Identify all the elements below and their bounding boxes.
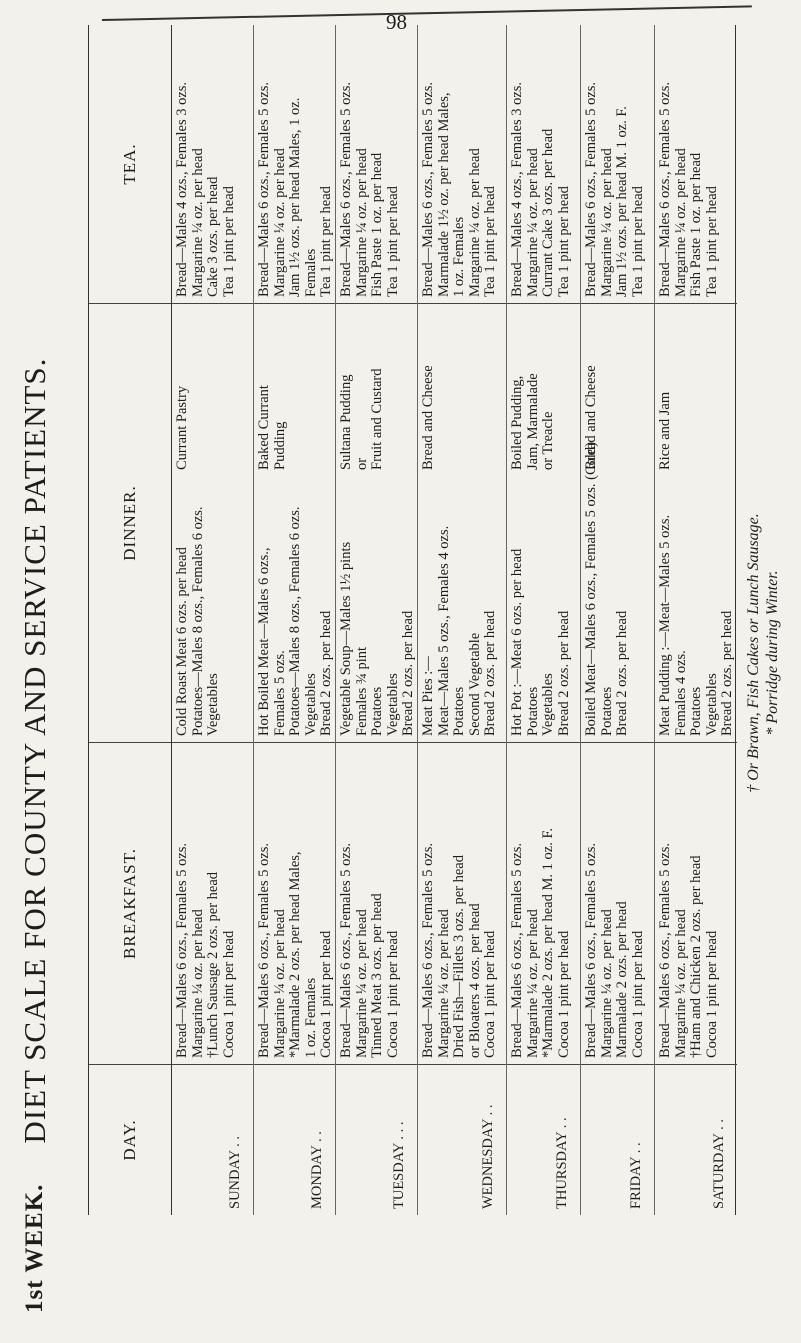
dinner-cell (655, 304, 737, 743)
breakfast-line: Cocoa 1 pint per head (703, 930, 720, 1058)
breakfast-line: Margarine ¼ oz. per head (271, 909, 288, 1058)
breakfast-line: Marmalade 2 ozs. per head (614, 901, 630, 1058)
dinner-sweet (658, 310, 674, 470)
tea-line: Bread—Males 6 ozs., Females 5 ozs. (657, 81, 673, 297)
tea-line: Marmalade 1½ oz. per head Males, (435, 92, 452, 297)
dinner-main (257, 476, 335, 736)
tea-line: Bread—Males 6 ozs., Females 5 ozs. (583, 81, 599, 297)
breakfast-line: Bread—Males 6 ozs., Females 5 ozs. (509, 842, 525, 1058)
dinner-sweet-line: Pudding (271, 421, 288, 470)
dinner-sweet-line: Fruit and Custard (369, 368, 385, 470)
breakfast-line: Bread—Males 6 ozs., Females 5 ozs. (657, 842, 673, 1058)
breakfast-line: Cocoa 1 pint per head (555, 930, 572, 1058)
footnotes (744, 53, 782, 1253)
breakfast-line: 1 oz. Females (302, 977, 319, 1058)
dinner-main (583, 442, 631, 736)
dinner-main-line: Vegetables (703, 673, 720, 736)
dinner-cell (418, 304, 506, 743)
tea-line: Jam 1½ ozs. per head Males, 1 oz. (287, 97, 303, 297)
day-name: THURSDAY . . (554, 1117, 570, 1209)
day-cell (655, 1065, 737, 1215)
day-name: MONDAY . . (309, 1131, 325, 1209)
dinner-sweet (421, 310, 437, 470)
tea-line: Bread—Males 6 ozs., Females 5 ozs. (256, 81, 272, 297)
dinner-sweet-line: Bread and Cheese (420, 365, 436, 470)
dinner-main-line: Females 4 ozs. (672, 650, 689, 736)
tea-line: Tea 1 pint per head (703, 186, 720, 297)
dinner-main-line: Bread 2 ozs. per head (555, 610, 572, 736)
day-cell (172, 1065, 253, 1215)
day-cell (254, 1065, 335, 1215)
tea-line: Fish Paste 1 oz. per head (688, 152, 704, 297)
dinner-sweet-line: Currant Pastry (174, 385, 190, 470)
day-name: SUNDAY . . (227, 1135, 243, 1209)
dinner-cell (336, 304, 417, 743)
breakfast-line: Bread—Males 6 ozs., Females 5 ozs. (256, 842, 272, 1058)
dinner-main (421, 476, 499, 736)
table-row (507, 25, 581, 1215)
breakfast-cell (655, 743, 737, 1065)
week-label: 1st WEEK. (21, 1183, 48, 1313)
tea-line: Margarine ¼ oz. per head (466, 148, 483, 297)
breakfast-line: or Bloaters 4 ozs. per head (466, 903, 483, 1058)
dinner-main (339, 476, 417, 736)
breakfast-line: Cocoa 1 pint per head (629, 930, 646, 1058)
breakfast-line: Cocoa 1 pint per head (482, 930, 498, 1058)
dinner-main-line: Potatoes (598, 686, 615, 736)
dinner-main-line: Females 5 ozs. (271, 650, 288, 736)
dinner-main-line: Bread 2 ozs. per head (614, 610, 630, 736)
dinner-sweet (510, 310, 557, 470)
page-number: 98 (386, 10, 407, 34)
day-name: FRIDAY . . (628, 1142, 644, 1209)
dinner-main-line: Bread 2 ozs. per head (400, 610, 416, 736)
breakfast-cell (507, 743, 580, 1065)
day-cell (336, 1065, 417, 1215)
dinner-main-line: Vegetables (205, 673, 221, 736)
day-name: TUESDAY . . . (391, 1121, 407, 1209)
dinner-cell (172, 304, 253, 743)
dinner-main-line: Meat—Males 5 ozs., Females 4 ozs. (435, 525, 452, 736)
dinner-cell (254, 304, 335, 743)
tea-cell (172, 25, 253, 304)
tea-line: Tea 1 pint per head (482, 186, 498, 297)
table-row (336, 25, 418, 1215)
tea-line: Bread—Males 4 ozs., Females 3 ozs. (174, 81, 190, 297)
tea-line: Currant Cake 3 ozs. per head (540, 128, 556, 297)
tea-line: Jam 1½ ozs. per head M. 1 oz. F. (614, 106, 630, 297)
footnote-dagger: † Or Brawn, Fish Cakes or Lunch Sausage. (745, 513, 762, 793)
day-name: SATURDAY . . (711, 1119, 727, 1209)
tea-line: Bread—Males 6 ozs., Females 5 ozs. (338, 81, 354, 297)
dinner-sweet (257, 310, 288, 470)
tea-cell (507, 25, 580, 304)
dinner-sweet (584, 310, 600, 470)
breakfast-line: Cocoa 1 pint per head (318, 930, 334, 1058)
table-row (581, 25, 655, 1215)
dinner-main-line: Females ¾ pint (353, 646, 370, 736)
table-row (655, 25, 737, 1215)
day-cell (418, 1065, 506, 1215)
breakfast-line: †Ham and Chicken 2 ozs. per head (688, 855, 704, 1058)
header-day: DAY. (120, 1119, 139, 1161)
tea-line: Margarine ¼ oz. per head (598, 148, 615, 297)
tea-line: Margarine ¼ oz. per head (672, 148, 689, 297)
table-row (172, 25, 254, 1215)
breakfast-cell (254, 743, 335, 1065)
breakfast-line: Bread—Males 6 ozs., Females 5 ozs. (583, 842, 599, 1058)
tea-cell (418, 25, 506, 304)
tea-cell (336, 25, 417, 304)
tea-line: Tea 1 pint per head (318, 186, 334, 297)
table-header-row (89, 25, 172, 1215)
dinner-main-line: Bread 2 ozs. per head (719, 610, 735, 736)
table-row (418, 25, 507, 1215)
dinner-main-line: Bread 2 ozs. per head (482, 610, 498, 736)
dinner-main (658, 476, 736, 736)
tea-cell (655, 25, 737, 304)
day-cell (581, 1065, 654, 1215)
header-dinner: DINNER. (89, 304, 171, 743)
breakfast-line: *Marmalade 2 ozs. per head Males, (287, 851, 303, 1058)
breakfast-cell (172, 743, 253, 1065)
dinner-sweet-line: or (353, 457, 370, 470)
tea-cell (254, 25, 335, 304)
dinner-main-line: Cold Roast Meat 6 ozs. per head (174, 547, 190, 736)
breakfast-line: Bread—Males 6 ozs., Females 5 ozs. (420, 842, 436, 1058)
footnote-asterisk: * Porridge during Winter. (764, 570, 781, 736)
dinner-main-line: Potatoes (524, 686, 541, 736)
dinner-main-line: Vegetables (540, 673, 556, 736)
tea-line: Tea 1 pint per head (629, 186, 646, 297)
tea-line: Cake 3 ozs. per head (205, 176, 221, 297)
breakfast-line: Cocoa 1 pint per head (220, 930, 237, 1058)
dinner-main-line: Potatoes (688, 686, 704, 736)
breakfast-line: Margarine ¼ oz. per head (598, 909, 615, 1058)
dinner-sweet (339, 310, 386, 470)
day-cell (507, 1065, 580, 1215)
dinner-main-line: Vegetables (302, 673, 319, 736)
table-row (254, 25, 336, 1215)
tea-line: Tea 1 pint per head (384, 186, 401, 297)
dinner-main (175, 476, 222, 736)
tea-line: Margarine ¼ oz. per head (271, 148, 288, 297)
tea-line: Bread—Males 6 ozs., Females 5 ozs. (420, 81, 436, 297)
breakfast-line: Margarine ¼ oz. per head (189, 909, 206, 1058)
right-rule (102, 5, 752, 21)
header-tea: TEA. (89, 25, 171, 304)
breakfast-line: Bread—Males 6 ozs., Females 5 ozs. (338, 842, 354, 1058)
dinner-main-line: Potatoes—Males 8 ozs., Females 6 ozs. (287, 506, 303, 736)
tea-line: Tea 1 pint per head (555, 186, 572, 297)
dinner-main-line: Bread 2 ozs. per head (318, 610, 334, 736)
diet-table (88, 25, 736, 1215)
breakfast-line: Margarine ¼ oz. per head (353, 909, 370, 1058)
dinner-sweet (175, 310, 191, 470)
breakfast-line: Tinned Meat 3 ozs. per head (369, 893, 385, 1058)
dinner-main-line: Potatoes (451, 686, 467, 736)
title-row (10, 30, 60, 1313)
dinner-main-line: Vegetables (384, 673, 401, 736)
breakfast-line: Bread—Males 6 ozs., Females 5 ozs. (174, 842, 190, 1058)
dinner-sweet-line: Jam, Marmalade (524, 373, 541, 470)
breakfast-line: †Lunch Sausage 2 ozs. per head (205, 871, 221, 1058)
dinner-main-line: Hot Pot :—Meat 6 ozs. per head (509, 548, 525, 736)
dinner-sweet-line: Bread and Cheese (583, 365, 599, 470)
dinner-sweet-line: Baked Currant (256, 385, 272, 470)
breakfast-cell (418, 743, 506, 1065)
dinner-sweet-line: Boiled Pudding, (509, 375, 525, 470)
dinner-main (510, 476, 572, 736)
tea-line: Fish Paste 1 oz. per head (369, 152, 385, 297)
tea-line: 1 oz. Females (451, 216, 467, 297)
breakfast-line: *Marmalade 2 ozs. per head M. 1 oz. F. (540, 828, 556, 1058)
breakfast-cell (581, 743, 654, 1065)
dinner-main-line: Boiled Meat—Males 6 ozs., Females 5 ozs. (Cold) (583, 442, 599, 736)
breakfast-line: Margarine ¼ oz. per head (435, 909, 452, 1058)
header-breakfast: BREAKFAST. (89, 743, 171, 1065)
tea-line: Margarine ¼ oz. per head (524, 148, 541, 297)
breakfast-cell (336, 743, 417, 1065)
tea-line: Females (302, 248, 319, 297)
dinner-cell (581, 304, 654, 743)
dinner-main-line: Hot Boiled Meat—Males 6 ozs., (256, 547, 272, 736)
dinner-main-line: Meat Pies :— (420, 656, 436, 736)
breakfast-line: Dried Fish—Fillets 3 ozs. per head (451, 855, 467, 1058)
breakfast-line: Margarine ¼ oz. per head (524, 909, 541, 1058)
dinner-main-line: Potatoes (369, 686, 385, 736)
day-name: WEDNESDAY . . (480, 1104, 496, 1209)
breakfast-line: Cocoa 1 pint per head (384, 930, 401, 1058)
dinner-main-line: Second Vegetable (466, 632, 483, 736)
diet-scale-title: DIET SCALE FOR COUNTY AND SERVICE PATIENTS. (17, 357, 52, 1144)
tea-line: Tea 1 pint per head (220, 186, 237, 297)
dinner-sweet-line: or Treacle (540, 411, 556, 470)
tea-line: Margarine ¼ oz. per head (353, 148, 370, 297)
tea-line: Bread—Males 4 ozs., Females 3 ozs. (509, 81, 525, 297)
breakfast-line: Margarine ¼ oz. per head (672, 909, 689, 1058)
dinner-cell (507, 304, 580, 743)
tea-cell (581, 25, 654, 304)
dinner-sweet-line: Sultana Pudding (338, 374, 354, 470)
tea-line: Margarine ¼ oz. per head (189, 148, 206, 297)
dinner-main-line: Meat Pudding :—Meat—Males 5 ozs. (657, 514, 673, 736)
dinner-main-line: Potatoes—Males 8 ozs., Females 6 ozs. (189, 506, 206, 736)
dinner-main-line: Vegetable Soup—Males 1½ pints (338, 541, 354, 736)
dinner-sweet-line: Rice and Jam (657, 391, 673, 470)
